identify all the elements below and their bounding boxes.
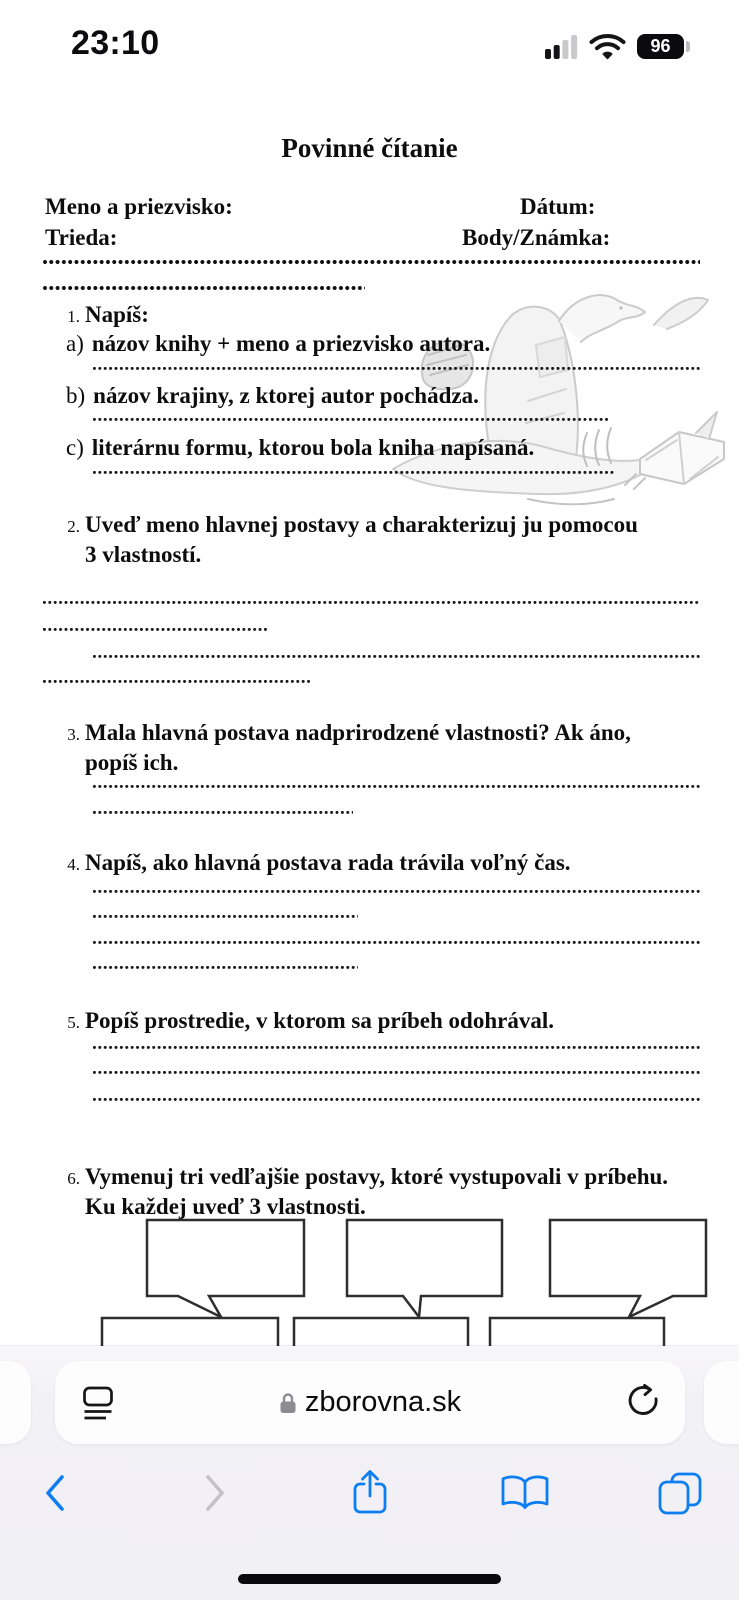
question-text: Napíš, ako hlavná postava rada trávila voľný čas. xyxy=(85,850,571,875)
bookmarks-icon[interactable] xyxy=(499,1473,551,1513)
question-text: Popíš prostredie, v ktorom sa príbeh odohrával. xyxy=(85,1008,554,1033)
forward-icon[interactable] xyxy=(203,1473,227,1513)
question-subitem xyxy=(66,330,490,358)
lock-icon xyxy=(279,1392,297,1414)
dotted-answer-line xyxy=(92,914,358,919)
next-tab-preview[interactable] xyxy=(704,1361,739,1444)
question-number: 3. xyxy=(67,725,80,744)
page-menu-icon[interactable] xyxy=(83,1386,113,1420)
dotted-answer-line xyxy=(42,285,365,291)
address-bar[interactable] xyxy=(55,1361,685,1444)
url-text: zborovna.sk xyxy=(304,1386,462,1418)
dotted-answer-line xyxy=(42,259,700,265)
dotted-answer-line xyxy=(42,627,269,632)
dotted-answer-line xyxy=(92,1070,700,1075)
question-number: 6. xyxy=(67,1169,80,1188)
home-indicator[interactable] xyxy=(238,1574,501,1584)
worksheet-title: Povinné čítanie xyxy=(281,133,458,163)
question-text: Napíš: xyxy=(85,302,149,327)
back-icon[interactable] xyxy=(43,1473,67,1513)
subitem-prefix: a) xyxy=(66,331,84,356)
battery-icon xyxy=(637,34,691,59)
dotted-answer-line xyxy=(92,654,700,659)
dotted-answer-line xyxy=(92,965,358,970)
safari-bottom-bar xyxy=(0,1346,739,1600)
speech-bubble xyxy=(347,1220,502,1317)
dotted-answer-line xyxy=(92,470,615,475)
tabs-icon[interactable] xyxy=(656,1471,704,1515)
dotted-answer-line xyxy=(92,417,608,422)
question-subitem xyxy=(66,434,534,462)
dotted-answer-line xyxy=(92,1045,700,1050)
subitem-text: názov knihy + meno a priezvisko autora. xyxy=(91,331,491,356)
dotted-answer-line xyxy=(92,1097,700,1102)
subitem-text: názov krajiny, z ktorej autor pochádza. xyxy=(93,383,479,408)
reload-icon[interactable] xyxy=(623,1382,663,1422)
share-icon[interactable] xyxy=(351,1467,389,1515)
question-number: 1. xyxy=(67,307,80,326)
question-number: 4. xyxy=(67,855,80,874)
subitem-prefix: b) xyxy=(66,383,86,408)
dotted-answer-line xyxy=(92,940,700,945)
dotted-answer-line xyxy=(92,784,700,789)
dotted-answer-line xyxy=(92,810,353,815)
question-number: 2. xyxy=(67,517,80,536)
status-bar xyxy=(0,0,739,90)
battery-nub xyxy=(686,41,690,52)
class-label: Trieda: xyxy=(45,225,118,250)
wifi-icon xyxy=(589,33,626,60)
question-text: Mala hlavná postava nadprirodzené vlastnosti? Ak áno, popíš ich. xyxy=(85,720,631,775)
question-text: Vymenuj tri vedľajšie postavy, ktoré vystupovali v príbehu. Ku každej uveď 3 vlastnosti. xyxy=(85,1164,669,1219)
clock: 23:10 xyxy=(71,24,160,62)
name-label: Meno a priezvisko: xyxy=(45,194,233,219)
speech-bubble-diagram xyxy=(90,1210,720,1352)
cellular-signal-icon xyxy=(545,34,578,59)
subitem-text: literárnu formu, ktorou bola kniha napísaná. xyxy=(91,435,535,460)
points-label: Body/Známka: xyxy=(462,225,611,250)
question-subitem xyxy=(66,382,479,410)
speech-bubble xyxy=(550,1220,706,1317)
question-text: Uveď meno hlavnej postavy a charakterizuj ju pomocou 3 vlastností. xyxy=(85,512,638,567)
previous-tab-preview[interactable] xyxy=(0,1361,31,1444)
question-number: 5. xyxy=(67,1013,80,1032)
battery-percent: 96 xyxy=(637,34,684,59)
dotted-answer-line xyxy=(92,889,700,894)
dotted-answer-line xyxy=(42,679,310,684)
dotted-answer-line xyxy=(92,366,700,371)
speech-bubble xyxy=(147,1220,304,1317)
subitem-prefix: c) xyxy=(66,435,84,460)
dotted-answer-line xyxy=(42,600,700,605)
date-label: Dátum: xyxy=(520,194,596,219)
status-icons xyxy=(545,33,691,60)
